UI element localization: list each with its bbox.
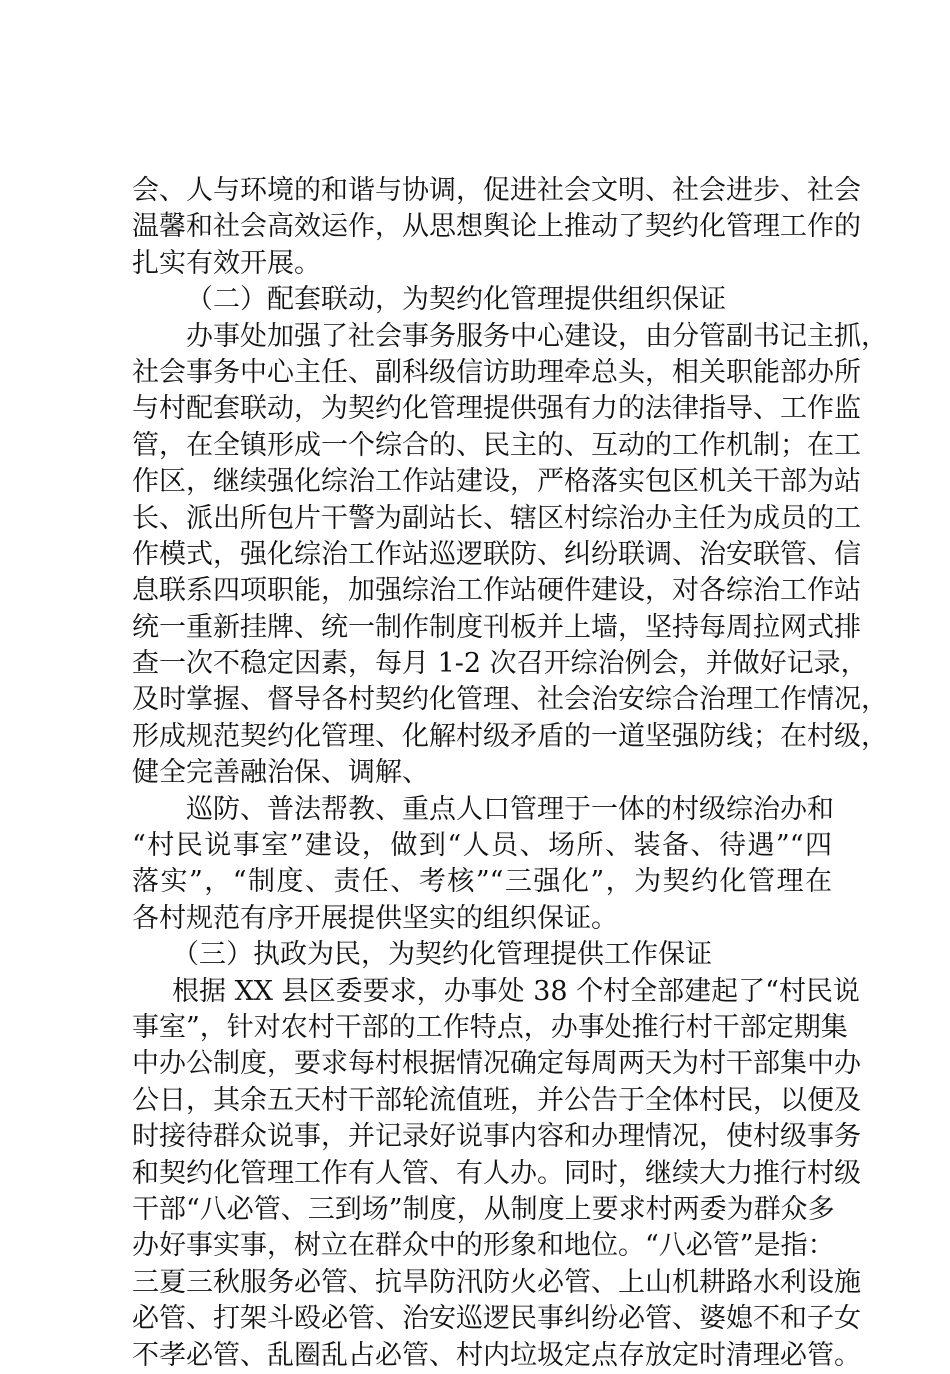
text-line: 中办公制度，要求每村根据情况确定每周两天为村干部集中办	[132, 1048, 861, 1080]
text-line: 息联系四项职能，加强综治工作站硬件建设，对各综治工作站	[132, 575, 861, 607]
text-line: 作模式，强化综治工作站巡逻联防、纠纷联调、治安联管、信	[132, 538, 861, 570]
text-line: 长、派出所包片干警为副站长、辖区村综治办主任为成员的工	[132, 502, 861, 534]
text-line: 查一次不稳定因素，每月 1-2 次召开综治例会，并做好记录，	[132, 648, 868, 680]
text-line: 作区，继续强化综治工作站建设，严格落实包区机关干部为站	[132, 466, 861, 498]
text-line: 事室”，针对农村干部的工作特点，办事处推行村干部定期集	[132, 1011, 848, 1043]
text-line: 时接待群众说事，并记录好说事内容和办理情况，使村级事务	[132, 1121, 861, 1153]
text-line: 及时掌握、督导各村契约化管理、社会治安综合治理工作情况，	[132, 684, 888, 716]
paragraph-end-line: 不孝必管、乱圈乱占必管、村内垃圾定点存放定时清理必管。	[132, 1339, 861, 1371]
text-line: 三夏三秋服务必管、抗旱防汛防火必管、上山机耕路水利设施	[132, 1266, 861, 1298]
text-line: 形成规范契约化管理、化解村级矛盾的一道坚强防线；在村级，	[132, 720, 888, 752]
paragraph-end-line: 扎实有效开展。	[132, 247, 321, 279]
text-line: 公日，其余五天村干部轮流值班，并公告于全体村民，以便及	[132, 1084, 861, 1116]
text-line: 干部“八必管、三到场”制度，从制度上要求村两委为群众多	[132, 1193, 835, 1225]
text-line: 会、人与环境的和谐与协调，促进社会文明、社会进步、社会	[132, 175, 861, 206]
text-line: 统一重新挂牌、统一制作制度刊板并上墙，坚持每周拉网式排	[132, 611, 861, 643]
document-body	[132, 173, 888, 1374]
text-line: 办好事实事，树立在群众中的形象和地位。“八必管”是指：	[132, 1230, 835, 1262]
text-line: 社会事务中心主任、副科级信访助理牵总头，相关职能部办所	[132, 356, 861, 388]
section-heading-3: （三）执政为民，为契约化管理提供工作保证	[172, 939, 712, 971]
text-line: 必管、打架斗殴必管、治安巡逻民事纠纷必管、婆媳不和子女	[132, 1303, 861, 1335]
paragraph-first-line: 根据 XX 县区委要求，办事处 38 个村全部建起了“村民说	[172, 975, 860, 1007]
text-line: “村民说事室”建设，做到“人员、场所、装备、待遇”“四	[132, 830, 832, 862]
section-heading-2: （二）配套联动，为契约化管理提供组织保证	[186, 284, 726, 316]
text-line: 落实”，“制度、责任、考核”“三强化”，为契约化管理在	[132, 866, 832, 898]
paragraph-first-line: 巡防、普法帮教、重点人口管理于一体的村级综治办和	[186, 793, 834, 825]
paragraph-end-line: 各村规范有序开展提供坚实的组织保证。	[132, 902, 618, 934]
text-line: 和契约化管理工作有人管、有人办。同时，继续大力推行村级	[132, 1157, 861, 1189]
text-line: 温馨和社会高效运作，从思想舆论上推动了契约化管理工作的	[132, 211, 861, 243]
paragraph-first-line: 办事处加强了社会事务服务中心建设，由分管副书记主抓，	[186, 320, 888, 352]
paragraph-end-line: 健全完善融治保、调解、	[132, 757, 429, 789]
text-line: 管，在全镇形成一个综合的、民主的、互动的工作机制；在工	[132, 429, 861, 461]
text-line: 与村配套联动，为契约化管理提供强有力的法律指导、工作监	[132, 393, 861, 425]
